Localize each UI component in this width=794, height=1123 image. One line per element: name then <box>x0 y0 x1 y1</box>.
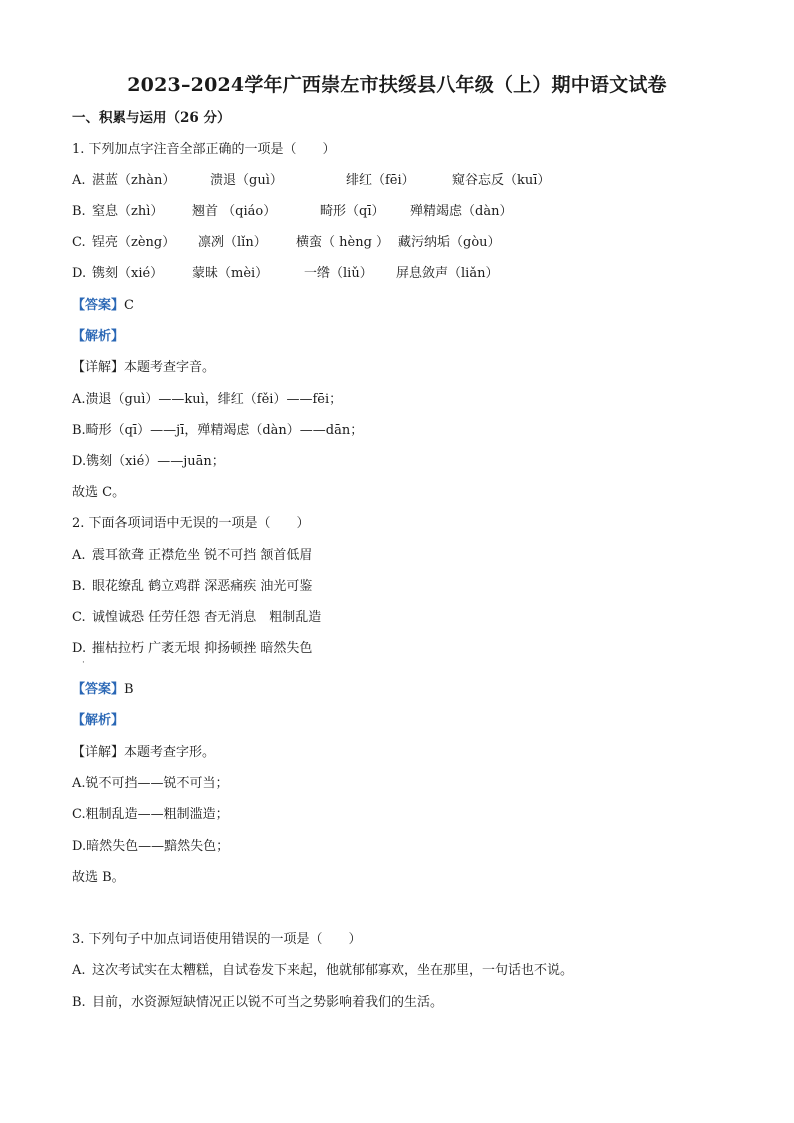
option-letter: A. <box>72 173 86 188</box>
option-item: 凛冽（lǐn） <box>198 235 267 250</box>
option-letter: B. <box>72 995 86 1010</box>
option-letter: A. <box>72 963 86 978</box>
question-2-option-a <box>72 546 734 566</box>
question-3-stem: 3. 下列句子中加点词语使用错误的一项是（ ） <box>72 932 362 947</box>
option-item: 窥谷忘反（kuī） <box>452 173 551 188</box>
question-2-analysis <box>72 711 734 731</box>
question-2-explanation-line: C.粗制乱造——粗制滥造； <box>72 807 229 822</box>
answer-value: C <box>124 298 134 313</box>
answer-tag: 【答案】 <box>72 682 125 697</box>
question-1-answer <box>72 296 734 316</box>
option-letter: A. <box>72 548 86 563</box>
question-2-option-c <box>72 608 734 628</box>
question-1-option-a <box>72 171 734 191</box>
option-item: 蒙昧（mèi） <box>192 266 269 281</box>
option-text: 这次考试实在太糟糕，自试卷发下来起，他就郁郁寡欢，坐在那里，一句话也不说。 <box>92 963 574 978</box>
question-1-analysis <box>72 327 734 347</box>
option-item: 窒息（zhì） <box>92 204 164 219</box>
option-letter: B. <box>72 579 86 594</box>
option-item: 畸形（qī） <box>320 204 385 219</box>
answer-tag: 【答案】 <box>72 298 125 313</box>
question-2-option-d <box>72 639 734 659</box>
question-2-stem: 2. 下面各项词语中无误的一项是（ ） <box>72 516 310 531</box>
page-title: 2023–2024学年广西崇左市扶绥县八年级（上）期中语文试卷 <box>127 74 667 96</box>
option-letter: B. <box>72 204 86 219</box>
question-1-detail <box>72 358 734 378</box>
stray-dot-mark: · <box>82 658 85 668</box>
question-1-stem: 1. 下列加点字注音全部正确的一项是（ ） <box>72 142 336 157</box>
option-text: 震耳欲聋 正襟危坐 锐不可挡 颔首低眉 <box>92 548 313 563</box>
option-letter: D. <box>72 641 87 656</box>
analysis-tag: 【解析】 <box>72 713 125 728</box>
option-item: 翘首 （qiáo） <box>192 204 277 219</box>
detail-text: 本题考查字形。 <box>124 745 216 760</box>
answer-value: B <box>124 682 134 697</box>
detail-text: 本题考查字音。 <box>124 360 216 375</box>
question-1-option-c <box>72 233 734 253</box>
question-3-option-a <box>72 961 734 981</box>
option-item: 藏污纳垢（gòu） <box>398 235 501 250</box>
option-item: 锃亮（zèng） <box>92 235 176 250</box>
section-heading: 一、积累与运用（26 分） <box>72 110 231 126</box>
option-item: 绯红（fēi） <box>346 173 415 188</box>
option-text: 诚惶诚恐 任劳任怨 杳无消息 粗制乱造 <box>92 610 322 625</box>
question-3-option-b <box>72 993 734 1013</box>
option-letter: C. <box>72 610 86 625</box>
option-item: 殚精竭虑（dàn） <box>410 204 513 219</box>
option-item: 湛蓝（zhàn） <box>92 173 176 188</box>
question-1-option-b <box>72 202 734 222</box>
option-text: 摧枯拉朽 广袤无垠 抑扬顿挫 暗然失色 <box>92 641 313 656</box>
question-1-conclusion: 故选 C。 <box>72 485 126 500</box>
detail-tag: 【详解】 <box>72 745 125 760</box>
option-text: 目前，水资源短缺情况正以锐不可当之势影响着我们的生活。 <box>92 995 444 1010</box>
question-2-explanation-line: D.暗然失色——黯然失色； <box>72 839 230 854</box>
option-letter: C. <box>72 235 86 250</box>
option-letter: D. <box>72 266 87 281</box>
question-2-answer <box>72 680 734 700</box>
question-1-explanation-line: A.溃退（guì）——kuì，绯红（fěi）——fēi； <box>72 392 343 407</box>
option-item: 一绺（liǔ） <box>304 266 373 281</box>
analysis-tag: 【解析】 <box>72 329 125 344</box>
option-item: 镌刻（xié） <box>92 266 164 281</box>
option-item: 溃退（guì） <box>210 173 283 188</box>
question-2-detail <box>72 743 734 763</box>
question-1-option-d <box>72 264 734 284</box>
option-text: 眼花缭乱 鹤立鸡群 深恶痛疾 油光可鉴 <box>92 579 313 594</box>
question-2-conclusion: 故选 B。 <box>72 870 125 885</box>
question-1-explanation-line: B.畸形（qī）——jī，殚精竭虑（dàn）——dān； <box>72 423 364 438</box>
question-2-option-b <box>72 577 734 597</box>
question-2-explanation-line: A.锐不可挡——锐不可当； <box>72 776 229 791</box>
detail-tag: 【详解】 <box>72 360 125 375</box>
option-item: 屏息敛声（liǎn） <box>396 266 499 281</box>
option-item: 横蛮（ hèng ） <box>296 235 390 250</box>
question-1-explanation-line: D.镌刻（xié）——juān； <box>72 454 225 469</box>
